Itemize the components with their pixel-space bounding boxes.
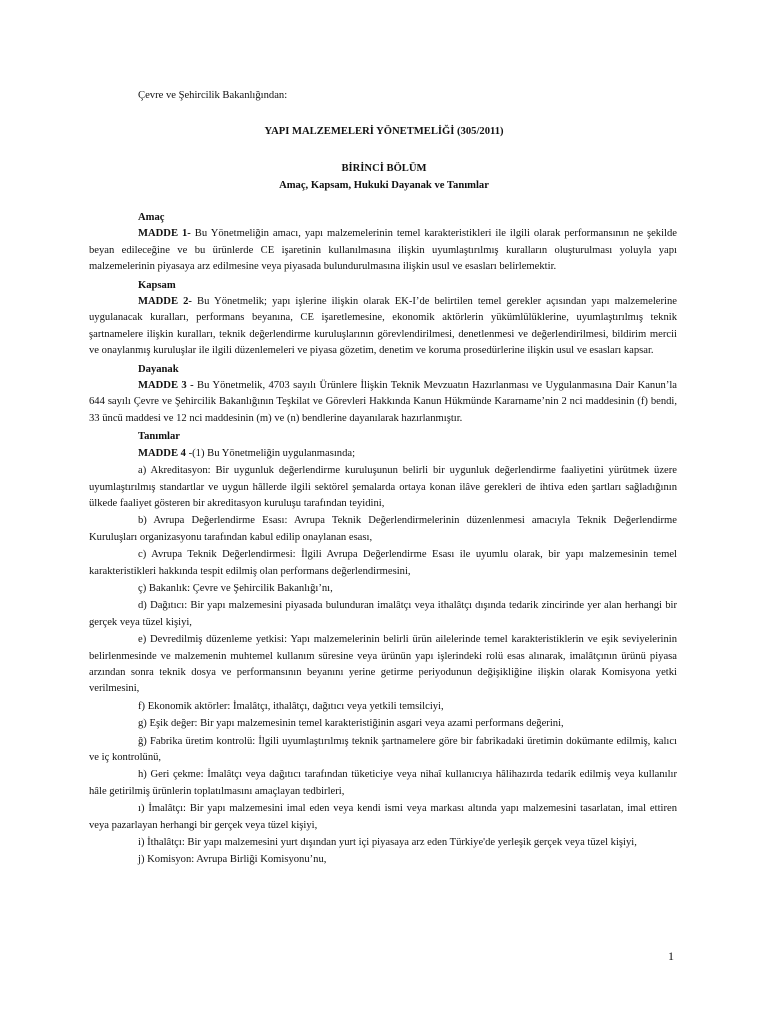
definition-item-f: f) Ekonomik aktörler: İmalâtçı, ithalâtçı, dağıtıcı veya yetkili temsilciyi,: [138, 700, 444, 712]
madde-3-label: MADDE 3 -: [138, 380, 194, 392]
section-heading-dayanak: Dayanak: [138, 363, 179, 375]
madde-4-label: MADDE 4: [138, 447, 186, 459]
definition-item-j: j) Komisyon: Avrupa Birliği Komisyonu’nu,: [138, 854, 327, 866]
madde-4-paragraph: [89, 446, 677, 462]
madde-2-text: Bu Yönetmelik; yapı işlerine ilişkin olarak EK-I’de belirtilen temel gerekler açısından yapı malzemelerine uygulanacak kuralları, performans beyanına, CE işaretlemesine, ekonomik aktörlerin yükümlülüklerine, uyumlaştırılmış teknik şartnamelere ilişkin kuralları, teknik değerlendirme kuruluşlarının görevlendirilmesi, denetlenmesi ve değerlendirilmesi, bildirim mercii ve onaylanmış kuruluşlar ile ilgili düzenlemeleri ve piyasa gözetim, denetim ve koruma prosedürlerine ilişkin usul ve esasları kapsar.: [89, 296, 677, 357]
section-heading-amac: Amaç: [138, 212, 165, 223]
definition-item-d: d) Dağıtıcı: Bir yapı malzemesini piyasada bulunduran imalâtçı veya ithalâtçı dışında tedarik zincirinde yer alan herhangi bir gerçek veya tüzel kişiyi,: [89, 600, 677, 628]
part-subtitle: Amaç, Kapsam, Hukuki Dayanak ve Tanımlar: [279, 180, 489, 191]
definition-item-b: b) Avrupa Değerlendirme Esası: Avrupa Teknik Değerlendirmelerinin düzenlenmesi amacıyla Teknik Değerlendirme Kuruluşları organizasyonu tarafından kabul edilip onaylanan esası,: [89, 515, 677, 543]
document-title: YAPI MALZEMELERİ YÖNETMELİĞİ (305/2011): [264, 126, 504, 137]
issuer-line: Çevre ve Şehircilik Bakanlığından:: [138, 90, 288, 101]
definition-item-c: c) Avrupa Teknik Değerlendirmesi: İlgili Avrupa Değerlendirme Esası ile uyumlu olarak, bir yapı malzemesinin temel karakteristikleri hakkında tespit edilmiş olan performans değerlendirmesini,: [89, 549, 677, 577]
definition-item-a: a) Akreditasyon: Bir uygunluk değerlendirme kuruluşunun belirli bir uygunluk değerlendirme faaliyetini yürütmek üzere uyumlaştırılmış standartlar ve uygun hâllerde ilgili sektörel şemalarda ortaya konan ilâve gerekleri de ihtiva eden şartları sağladığının ülkede faaliyet gösteren bir akreditasyon kuruluşu tarafından teyidini,: [89, 465, 677, 509]
definition-item-dotless-i: ı) İmalâtçı: Bir yapı malzemesini imal eden veya kendi ismi veya markası altında yapı malzemesini tasarlatan, imal ettiren veya pazarlayan herhangi bir gerçek veya tüzel kişiyi,: [89, 803, 677, 831]
part-title: BİRİNCİ BÖLÜM: [341, 163, 427, 174]
madde-1-paragraph: [89, 226, 677, 275]
definition-item-g: g) Eşik değer: Bir yapı malzemesinin temel karakteristiğinin asgari veya azami performans değerini,: [138, 718, 564, 730]
madde-1-label: MADDE 1-: [138, 228, 191, 240]
section-heading-tanimlar: Tanımlar: [138, 431, 180, 443]
madde-2-label: MADDE 2-: [138, 296, 192, 308]
section-heading-kapsam: Kapsam: [138, 279, 176, 291]
definition-item-g-breve: ğ) Fabrika üretim kontrolü: İlgili uyumlaştırılmış teknik şartnamelere göre bir fabrikadaki üretimin dokümante edilmiş, kalıcı ve iç kontrolünü,: [89, 735, 677, 763]
definition-item-i: i) İthalâtçı: Bir yapı malzemesini yurt dışından yurt içi piyasaya arz eden Türkiye'de yerleşik gerçek veya tüzel kişiyi,: [138, 837, 637, 849]
definition-item-e: e) Devredilmiş düzenleme yetkisi: Yapı malzemelerinin belirli ürün ailelerinde temel karakteristiklerin ve eşik seviyelerinin belirlenmesinde ve malzemenin muhtemel kullanım süresine veya ürünün yapı işlerindeki rolü esas alınarak, imalâtçının ürünü piyasa arzından sonra teknik dosya ve performansının beyanını yerine getirme periyodunun değişikliğine ilişkin olarak Komisyona yetki verilmesini,: [89, 634, 677, 695]
definition-item-h: h) Geri çekme: İmalâtçı veya dağıtıcı tarafından tüketiciye veya nihaî kullanıcıya hâlihazırda tedarik edilmiş veya kullanılır hâle getirilmiş ürünlerin toplatılmasını amaçlayan tedbirleri,: [89, 769, 677, 797]
document-body: [89, 210, 677, 869]
page-number: 1: [668, 949, 674, 963]
madde-3-paragraph: [89, 378, 677, 427]
madde-4-text: -(1) Bu Yönetmeliğin uygulanmasında;: [185, 447, 356, 459]
definition-item-c-cedilla: ç) Bakanlık: Çevre ve Şehircilik Bakanlığı’nı,: [138, 582, 333, 594]
madde-3-text: Bu Yönetmelik, 4703 sayılı Ürünlere İlişkin Teknik Mevzuatın Hazırlanması ve Uygulanmasına Dair Kanun’la 644 sayılı Çevre ve Şehircilik Bakanlığının Teşkilat ve Görevleri Hakkında Kanun Hükmünde Kararname’nin 2 nci maddesinin (f) bendi, 33 üncü maddesi ve 12 nci maddesinin (m) ve (n) bendlerine dayanılarak hazırlanmıştır.: [89, 380, 677, 424]
madde-1-text: Bu Yönetmeliğin amacı, yapı malzemelerinin temel karakteristikleri ile ilgili olarak performansının ne şekilde beyan edileceğine ve bu ürünlerde CE işaretinin kullanılmasına ilişkin uyumlaştırılmış kuralların oluşturulması yoluyla yapı malzemelerinin piyasaya arz edilmesine veya piyasada bulundurulmasına ilişkin usul ve esasları belirlemektir.: [89, 228, 677, 273]
madde-2-paragraph: [89, 294, 677, 360]
